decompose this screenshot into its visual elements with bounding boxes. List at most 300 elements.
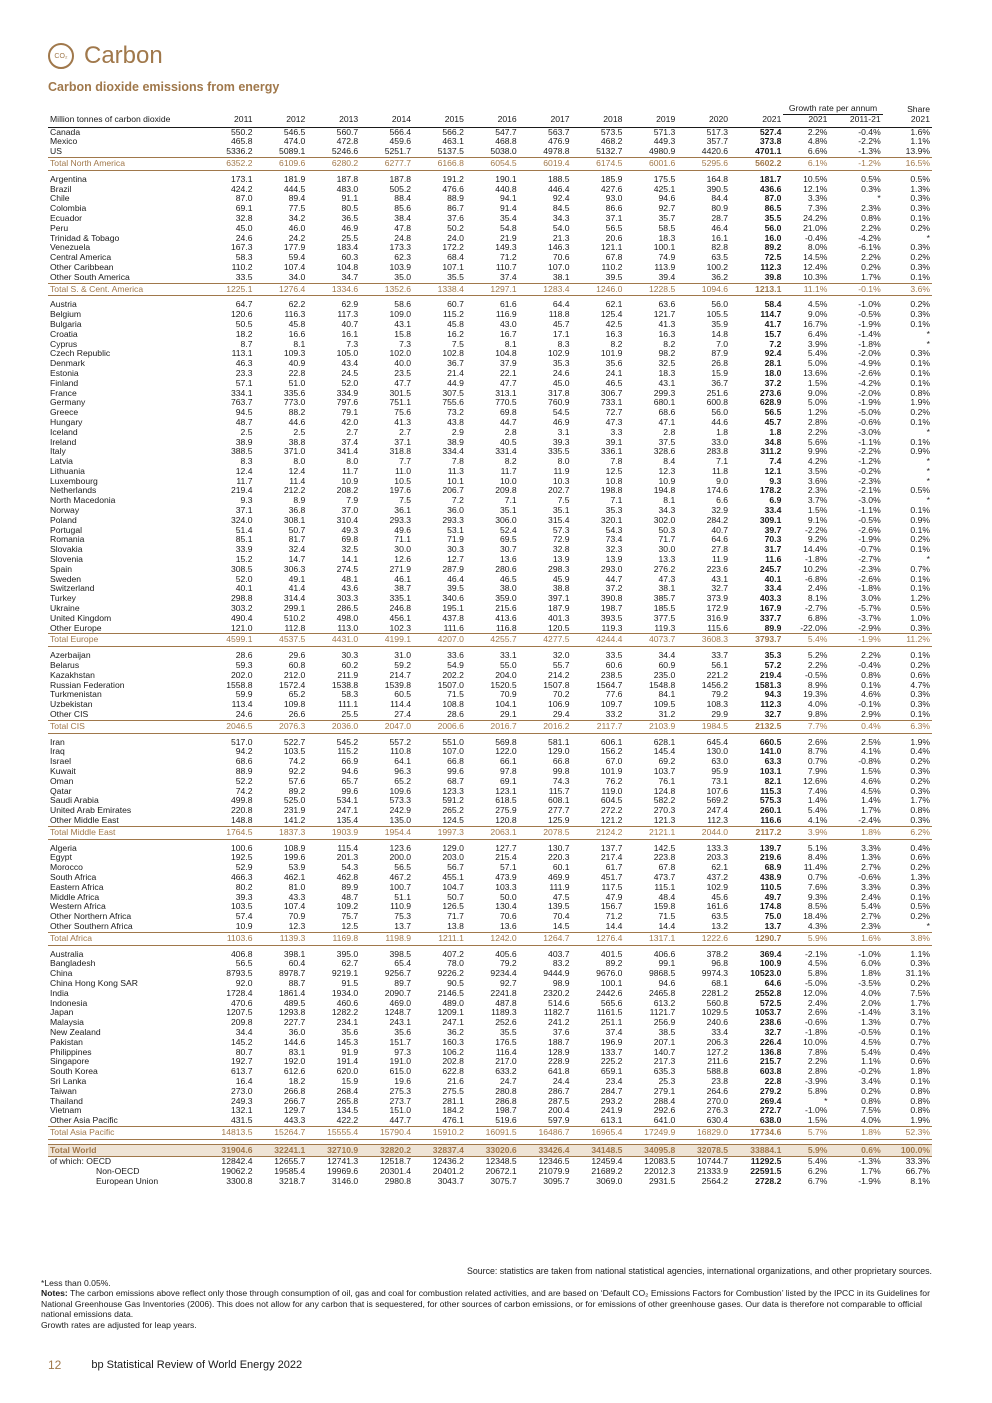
cell-value: 1.5%	[861, 767, 881, 776]
cell-value: 63.5	[711, 912, 729, 922]
cell-value: 7.5	[399, 496, 412, 506]
cell-value: 275.5	[442, 1086, 464, 1096]
cell-value: 40.1	[235, 584, 253, 594]
cell-value: 1207.5	[226, 1008, 253, 1018]
table-row	[48, 969, 932, 979]
cell-value: 15.7	[764, 329, 782, 339]
row-label: Portugal	[50, 525, 83, 535]
cell-value: 104.1	[495, 700, 517, 710]
cell-value: 2.2%	[861, 223, 881, 233]
cell-value: 40.7	[341, 319, 359, 329]
emissions-table	[48, 104, 932, 1187]
cell-value: 89.7	[394, 978, 412, 988]
cell-value: 64.1	[394, 757, 412, 767]
cell-value: -1.9%	[858, 535, 881, 545]
cell-value: 29.9	[711, 710, 729, 720]
cell-value: 397.1	[548, 594, 570, 604]
cell-value: -2.3%	[858, 476, 881, 486]
cell-value: 287.5	[548, 1096, 570, 1106]
cell-value: 215.7	[759, 1057, 782, 1067]
cell-value: 1094.6	[677, 283, 730, 296]
cell-value: 85.6	[394, 204, 412, 214]
cell-value: 4.5%	[861, 786, 881, 796]
cell-value: 35.9	[711, 319, 729, 329]
cell-value: 3.3%	[861, 843, 881, 853]
cell-value: 36.7	[711, 378, 729, 388]
cell-value: 9256.7	[384, 969, 412, 979]
cell-value: 7.3%	[807, 204, 828, 214]
cell-value: 5137.5	[437, 147, 464, 157]
table-row	[48, 545, 932, 555]
cell-value: 60.7	[447, 300, 464, 310]
cell-value: 427.6	[600, 184, 623, 194]
cell-value: 17249.9	[624, 1126, 677, 1139]
cell-value: 109.0	[389, 310, 412, 320]
row-label: Israel	[50, 757, 72, 767]
column-header: 2021	[883, 114, 932, 127]
cell-value: 164.8	[706, 174, 729, 184]
cell-value: 3218.7	[279, 1177, 306, 1187]
cell-value: 46.5	[499, 574, 517, 584]
row-label: Iceland	[50, 427, 78, 437]
cell-value: 66.8	[552, 757, 570, 767]
column-header: 2011-21	[829, 114, 882, 127]
table-row	[48, 624, 932, 634]
cell-value: 184.2	[442, 1106, 464, 1116]
row-label: Poland	[50, 515, 77, 525]
cell-value: 0.1%	[861, 680, 881, 690]
cell-value: 198.8	[600, 486, 623, 496]
cell-value: 68.7	[447, 776, 464, 786]
cell-value: 270.0	[706, 1096, 729, 1106]
cell-value: 92.4	[552, 194, 570, 204]
table-row	[48, 526, 932, 536]
cell-value: 3095.7	[543, 1177, 570, 1187]
cell-value: 60.4	[288, 959, 306, 969]
table-row	[48, 369, 932, 379]
cell-value: 185.5	[653, 604, 676, 614]
cell-value: 173.3	[389, 243, 412, 253]
row-label: Other Middle East	[50, 815, 119, 825]
cell-value: 4978.8	[543, 147, 570, 157]
cell-value: 0.4%	[910, 843, 930, 853]
cell-value: 403.3	[759, 594, 782, 604]
cell-value: 56.0	[711, 300, 729, 310]
cell-value: 45.7	[764, 417, 782, 427]
cell-value: 0.1%	[910, 525, 930, 535]
cell-value: 9234.4	[490, 969, 517, 979]
cell-value: 5251.7	[384, 147, 412, 157]
cell-value: 0.3%	[861, 184, 881, 194]
cell-value: 67.8	[658, 863, 676, 873]
row-label: South Africa	[50, 872, 97, 882]
cell-value: 293.2	[600, 1096, 623, 1106]
cell-value: 6019.4	[519, 157, 572, 170]
cell-value: 3.3%	[861, 882, 881, 892]
cell-value: -5.0%	[858, 408, 881, 418]
cell-value: 0.8%	[861, 213, 881, 223]
cell-value: 8.0	[346, 457, 359, 467]
notes-paragraph	[41, 1288, 931, 1319]
cell-value: 36.2	[447, 1027, 464, 1037]
cell-value: 69.8	[341, 535, 359, 545]
cell-value: 116.8	[495, 623, 517, 633]
cell-value: 94.6	[658, 978, 676, 988]
cell-value: 306.3	[283, 564, 306, 574]
table-row	[48, 127, 932, 137]
cell-value: 476.6	[442, 184, 464, 194]
cell-value: 42.5	[605, 319, 623, 329]
cell-value: 39.3	[552, 437, 570, 447]
cell-value: 2046.5	[202, 720, 255, 733]
cell-value: 1.7%	[861, 272, 881, 282]
cell-value: 546.5	[283, 127, 306, 137]
cell-value: 71.2	[605, 912, 623, 922]
cell-value: 36.5	[341, 213, 359, 223]
cell-value: 1764.5	[202, 826, 255, 839]
cell-value: 120.5	[548, 623, 570, 633]
cell-value: 10.3	[552, 476, 570, 486]
cell-value: 28.7	[711, 213, 729, 223]
cell-value: 92.7	[499, 978, 517, 988]
cell-value: 247.4	[706, 806, 729, 816]
cell-value: 318.8	[389, 447, 412, 457]
cell-value: 0.3%	[910, 959, 930, 969]
cell-value: 46.0	[288, 223, 306, 233]
cell-value: 19.6	[394, 1076, 412, 1086]
cell-value: 21.9	[499, 233, 517, 243]
cell-value: 573.3	[389, 796, 412, 806]
cell-value: 0.1%	[910, 584, 930, 594]
cell-value: 69.8	[499, 408, 517, 418]
cell-value: 1139.3	[255, 932, 308, 945]
table-row	[48, 1106, 932, 1116]
row-label: of which: OECD	[50, 1156, 112, 1167]
cell-value: 422.2	[336, 1116, 359, 1126]
cell-value: 21.3	[552, 233, 570, 243]
row-label: Total S. & Cent. America	[48, 283, 202, 296]
cell-value: 8.0%	[807, 243, 828, 253]
cell-value: 0.1%	[910, 417, 930, 427]
cell-value: 116.3	[284, 310, 306, 320]
cell-value: 62.7	[341, 959, 359, 969]
cell-value: 120.6	[230, 310, 253, 320]
cell-value: 563.7	[548, 127, 570, 137]
cell-value: 8.2	[663, 339, 676, 349]
row-label: Oman	[50, 776, 74, 786]
cell-value: 204.0	[495, 670, 517, 680]
cell-value: 89.2	[605, 959, 623, 969]
co2-logo-icon: CO₂	[48, 43, 74, 69]
cell-value: 30.3	[341, 651, 359, 661]
cell-value: -0.8%	[858, 757, 881, 767]
cell-value: 32241.1	[255, 1144, 308, 1157]
cell-value: 44.6	[288, 417, 306, 427]
cell-value: 405.6	[495, 949, 517, 959]
cell-value: 63.6	[658, 300, 676, 310]
cell-value: -2.0%	[858, 388, 881, 398]
cell-value: 41.3	[394, 417, 412, 427]
cell-value: 54.3	[341, 863, 359, 873]
table-row	[48, 398, 932, 408]
cell-value: 287.9	[442, 564, 464, 574]
cell-value: 2124.2	[572, 826, 625, 839]
cell-value: 110.8	[390, 747, 412, 757]
cell-value: 211.9	[337, 670, 359, 680]
cell-value: 125.9	[548, 815, 570, 825]
cell-value: 30.3	[447, 545, 464, 555]
cell-value: 103.3	[495, 882, 517, 892]
cell-value: 127.7	[495, 843, 517, 853]
row-label: Brazil	[50, 184, 72, 194]
cell-value: 191.2	[442, 174, 464, 184]
cell-value: -1.4%	[858, 1008, 881, 1018]
cell-value: 256.9	[653, 1018, 676, 1028]
table-row	[48, 253, 932, 263]
cell-value: 4255.7	[466, 634, 519, 647]
cell-value: 132.1	[230, 1106, 253, 1116]
cell-value: 517.3	[706, 127, 729, 137]
cell-value: -5.0%	[805, 978, 828, 988]
cell-value: 393.5	[600, 613, 623, 623]
cell-value: 373.8	[759, 137, 782, 147]
cell-value: 1.7%	[861, 1167, 881, 1177]
table-row	[48, 1057, 932, 1067]
cell-value: 32.5	[341, 545, 359, 555]
cell-value: 30.7	[499, 545, 517, 555]
cell-value: 11.0	[394, 466, 412, 476]
cell-value: 86.5	[764, 204, 782, 214]
cell-value: 67.0	[605, 757, 623, 767]
cell-value: 32.9	[711, 506, 729, 516]
cell-value: 22012.3	[644, 1167, 676, 1177]
cell-value: 141.2	[283, 815, 306, 825]
cell-value: 15910.2	[413, 1126, 466, 1139]
cell-value: 129.0	[548, 747, 570, 757]
row-label: Kazakhstan	[50, 670, 95, 680]
cell-value: 0.3%	[910, 882, 930, 892]
cell-value: 0.3%	[910, 690, 930, 700]
cell-value: 0.1%	[910, 272, 930, 282]
cell-value: 102.0	[389, 349, 412, 359]
cell-value: 56.0	[711, 408, 729, 418]
cell-value: 314.4	[283, 594, 306, 604]
cell-value: 31.1%	[905, 969, 930, 979]
cell-value: 1997.3	[413, 826, 466, 839]
cell-value: 1276.4	[255, 283, 308, 296]
cell-value: 18.4%	[803, 912, 828, 922]
cell-value: 7.2	[451, 496, 464, 506]
cell-value: 4.0%	[861, 1116, 881, 1126]
cell-value: -2.2%	[805, 525, 828, 535]
cell-value: 3.7%	[807, 496, 828, 506]
row-label: Middle Africa	[50, 892, 100, 902]
cell-value: 202.2	[442, 670, 464, 680]
cell-value: 273.6	[759, 388, 782, 398]
cell-value: 1317.1	[624, 932, 677, 945]
cell-value: 46.5	[605, 378, 623, 388]
cell-value: 195.1	[442, 604, 464, 614]
cell-value: 3608.3	[677, 634, 730, 647]
cell-value: 320.1	[600, 515, 623, 525]
cell-value: 116.9	[495, 310, 517, 320]
cell-value: 63.3	[764, 757, 782, 767]
cell-value: 424.2	[230, 184, 253, 194]
cell-value: 474.0	[283, 137, 306, 147]
cell-value: 144.6	[283, 1037, 306, 1047]
cell-value: 0.2%	[910, 408, 930, 418]
cell-value: 73.4	[605, 535, 623, 545]
cell-value: 15.8	[394, 329, 412, 339]
cell-value: 2.4%	[861, 892, 881, 902]
row-label: Russian Federation	[50, 680, 125, 690]
cell-value: 460.6	[336, 998, 359, 1008]
cell-value: 118.8	[548, 310, 570, 320]
cell-value: 8.1%	[807, 594, 828, 604]
cell-value: 14.4	[605, 921, 623, 931]
table-row	[48, 428, 932, 438]
cell-value: 2.4%	[807, 998, 828, 1008]
cell-value: 212.2	[283, 486, 306, 496]
cell-value: 2.5	[293, 427, 306, 437]
cell-value: 45.8	[447, 319, 464, 329]
cell-value: 62.1	[605, 300, 623, 310]
cell-value: 234.1	[336, 1018, 359, 1028]
row-label: Colombia	[50, 204, 87, 214]
cell-value: 69.1	[235, 204, 253, 214]
cell-value: 15.2	[235, 555, 253, 565]
cell-value: 82.1	[764, 776, 782, 786]
cell-value: 0.8%	[910, 806, 930, 816]
cell-value: 23.8	[711, 1076, 729, 1086]
cell-value: 65.2	[288, 690, 306, 700]
cell-value: 46.4	[711, 223, 729, 233]
cell-value: 12.1%	[803, 184, 828, 194]
cell-value: 43.4	[341, 359, 359, 369]
cell-value: 9.9%	[807, 447, 828, 457]
cell-value: 275.9	[495, 806, 517, 816]
cell-value: 3.4%	[861, 1076, 881, 1086]
cell-value: 112.3	[760, 700, 782, 710]
cell-value: 490.4	[230, 613, 253, 623]
cell-value: 1.8%	[829, 1126, 882, 1139]
cell-value: 1.8	[769, 427, 782, 437]
table-row	[48, 457, 932, 467]
cell-value: 58.6	[394, 300, 412, 310]
cell-value: 0.3%	[910, 204, 930, 214]
cell-value: -0.2%	[858, 466, 881, 476]
cell-value: 4420.6	[701, 147, 729, 157]
cell-value: 15.9	[341, 1076, 359, 1086]
cell-value: 1.8%	[910, 1067, 930, 1077]
cell-value: 276.3	[706, 1106, 729, 1116]
cell-value: 268.4	[336, 1086, 359, 1096]
cell-value: 3069.0	[596, 1177, 623, 1187]
cell-value: 64.6	[764, 978, 782, 988]
cell-value: 100.2	[706, 262, 729, 272]
cell-value: 16.4	[235, 1076, 253, 1086]
cell-value: 119.0	[601, 786, 623, 796]
cell-value: 45.9	[552, 574, 570, 584]
row-label: Venezuela	[50, 243, 91, 253]
cell-value: 1.7%	[910, 998, 930, 1008]
cell-value: 217.3	[653, 1057, 676, 1067]
cell-value: 50.7	[447, 892, 464, 902]
cell-value: 2980.8	[384, 1177, 412, 1187]
cell-value: 476.1	[442, 1116, 464, 1126]
cell-value: 62.9	[341, 300, 359, 310]
row-label: Belarus	[50, 661, 80, 671]
cell-value: 109.5	[653, 700, 676, 710]
cell-value: 113.4	[231, 700, 253, 710]
table-row	[48, 243, 932, 253]
cell-value: 35.3	[764, 651, 782, 661]
cell-value: 34.3	[658, 506, 676, 516]
cell-value: 80.7	[235, 1047, 253, 1057]
cell-value: 5.0%	[807, 359, 828, 369]
cell-value: 6.0%	[861, 959, 881, 969]
cell-value: 293.3	[442, 515, 464, 525]
cell-value: 1954.4	[360, 826, 413, 839]
cell-value: 36.0	[288, 1027, 306, 1037]
cell-value: 35.1	[499, 506, 517, 516]
cell-value: 70.6	[499, 912, 517, 922]
cell-value: 438.9	[759, 872, 782, 882]
cell-value: 403.7	[548, 949, 570, 959]
row-label: Germany	[50, 398, 86, 408]
cell-value: 32710.9	[307, 1144, 360, 1157]
row-label: Turkmenistan	[50, 690, 102, 700]
cell-value: 12518.7	[379, 1156, 412, 1167]
cell-value: 4980.9	[648, 147, 676, 157]
cell-value: 0.2%	[910, 978, 930, 988]
cell-value: 201.3	[336, 853, 359, 863]
cell-value: 1.3%	[910, 872, 930, 882]
cell-value: 61.7	[605, 863, 623, 873]
cell-value: 135.4	[336, 815, 359, 825]
cell-value: 615.0	[389, 1067, 412, 1077]
cell-value: 7.3	[399, 339, 412, 349]
cell-value: 33.4	[764, 506, 782, 516]
cell-value: 44.7	[499, 417, 517, 427]
cell-value: 4.7%	[910, 680, 930, 690]
cell-value: 11.3	[447, 466, 464, 476]
cell-value: -0.1%	[829, 283, 882, 296]
cell-value: 0.6%	[829, 1144, 882, 1157]
cell-value: 7.5%	[861, 1106, 881, 1116]
cell-value: 15264.7	[255, 1126, 308, 1139]
cell-value: 1352.6	[360, 283, 413, 296]
cell-value: 2044.0	[677, 826, 730, 839]
row-label: Italy	[50, 447, 66, 457]
cell-value: 77.5	[288, 204, 306, 214]
cell-value: 1182.7	[543, 1008, 570, 1018]
row-label: Latvia	[50, 457, 73, 467]
cell-value: 242.9	[389, 806, 412, 816]
cell-value: 2103.9	[624, 720, 677, 733]
cell-value: 68.6	[235, 757, 253, 767]
table-row	[48, 912, 932, 922]
cell-value: 5.4%	[783, 634, 829, 647]
cell-value: 8.0	[557, 457, 570, 467]
cell-value: 98.2	[658, 349, 676, 359]
cell-value: 43.3	[288, 892, 306, 902]
cell-value: 23.3	[235, 368, 253, 378]
cell-value: 357.7	[706, 137, 729, 147]
cell-value: 1456.2	[701, 680, 729, 690]
cell-value: 273.7	[389, 1096, 412, 1106]
row-label: Iraq	[50, 747, 65, 757]
